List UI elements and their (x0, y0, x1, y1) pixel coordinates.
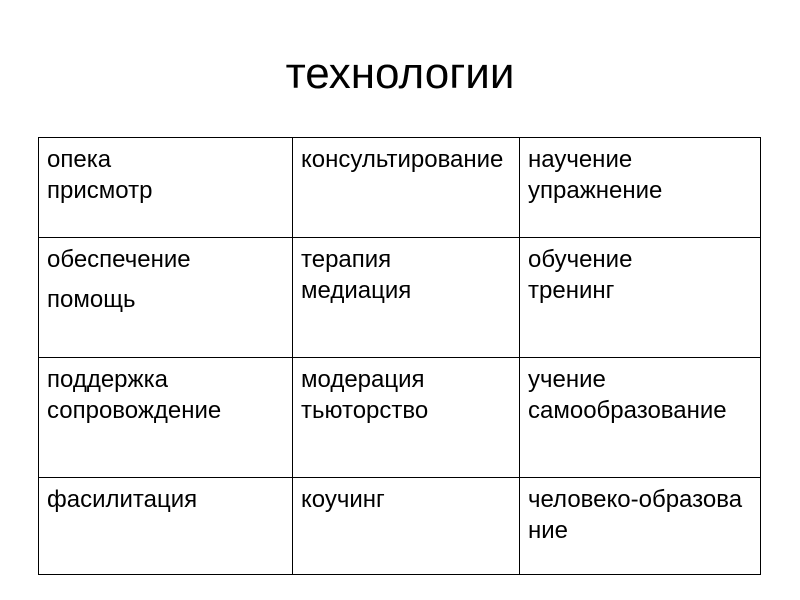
slide-title: технологии (285, 49, 515, 98)
cell-line: консультирование (301, 146, 504, 173)
table-cell (39, 358, 293, 478)
cell-line: модерация (301, 366, 425, 393)
cell-line: медиация (301, 277, 412, 304)
table-cell (293, 238, 520, 358)
cell-line: опека (47, 146, 112, 173)
cell-line: человеко-образование (528, 486, 743, 544)
table-cell (520, 138, 761, 238)
cell-line: сопровождение (47, 397, 222, 424)
table-row (39, 238, 761, 358)
cell-line: упражнение (528, 177, 663, 204)
cell-line: учение (528, 366, 606, 393)
technologies-table (38, 137, 761, 575)
cell-line: обеспечение (47, 246, 191, 273)
cell-line: присмотр (47, 177, 153, 204)
table-cell (39, 138, 293, 238)
cell-line: тренинг (528, 277, 615, 304)
table-cell (520, 478, 761, 575)
table-cell (293, 358, 520, 478)
cell-line: тьюторство (301, 397, 429, 424)
cell-line: поддержка (47, 366, 168, 393)
table-cell (293, 478, 520, 575)
table-row (39, 358, 761, 478)
cell-line: фасилитация (47, 486, 198, 513)
table-cell (39, 478, 293, 575)
table-cell (39, 238, 293, 358)
cell-line: терапия (301, 246, 392, 273)
cell-line: самообразование (528, 397, 727, 424)
table-cell (293, 138, 520, 238)
cell-line: помощь (47, 286, 136, 313)
cell-line: обучение (528, 246, 633, 273)
table-row (39, 138, 761, 238)
cell-line: коучинг (301, 486, 385, 513)
cell-line: научение (528, 146, 633, 173)
table-cell (520, 238, 761, 358)
table-cell (520, 358, 761, 478)
table-row (39, 478, 761, 575)
